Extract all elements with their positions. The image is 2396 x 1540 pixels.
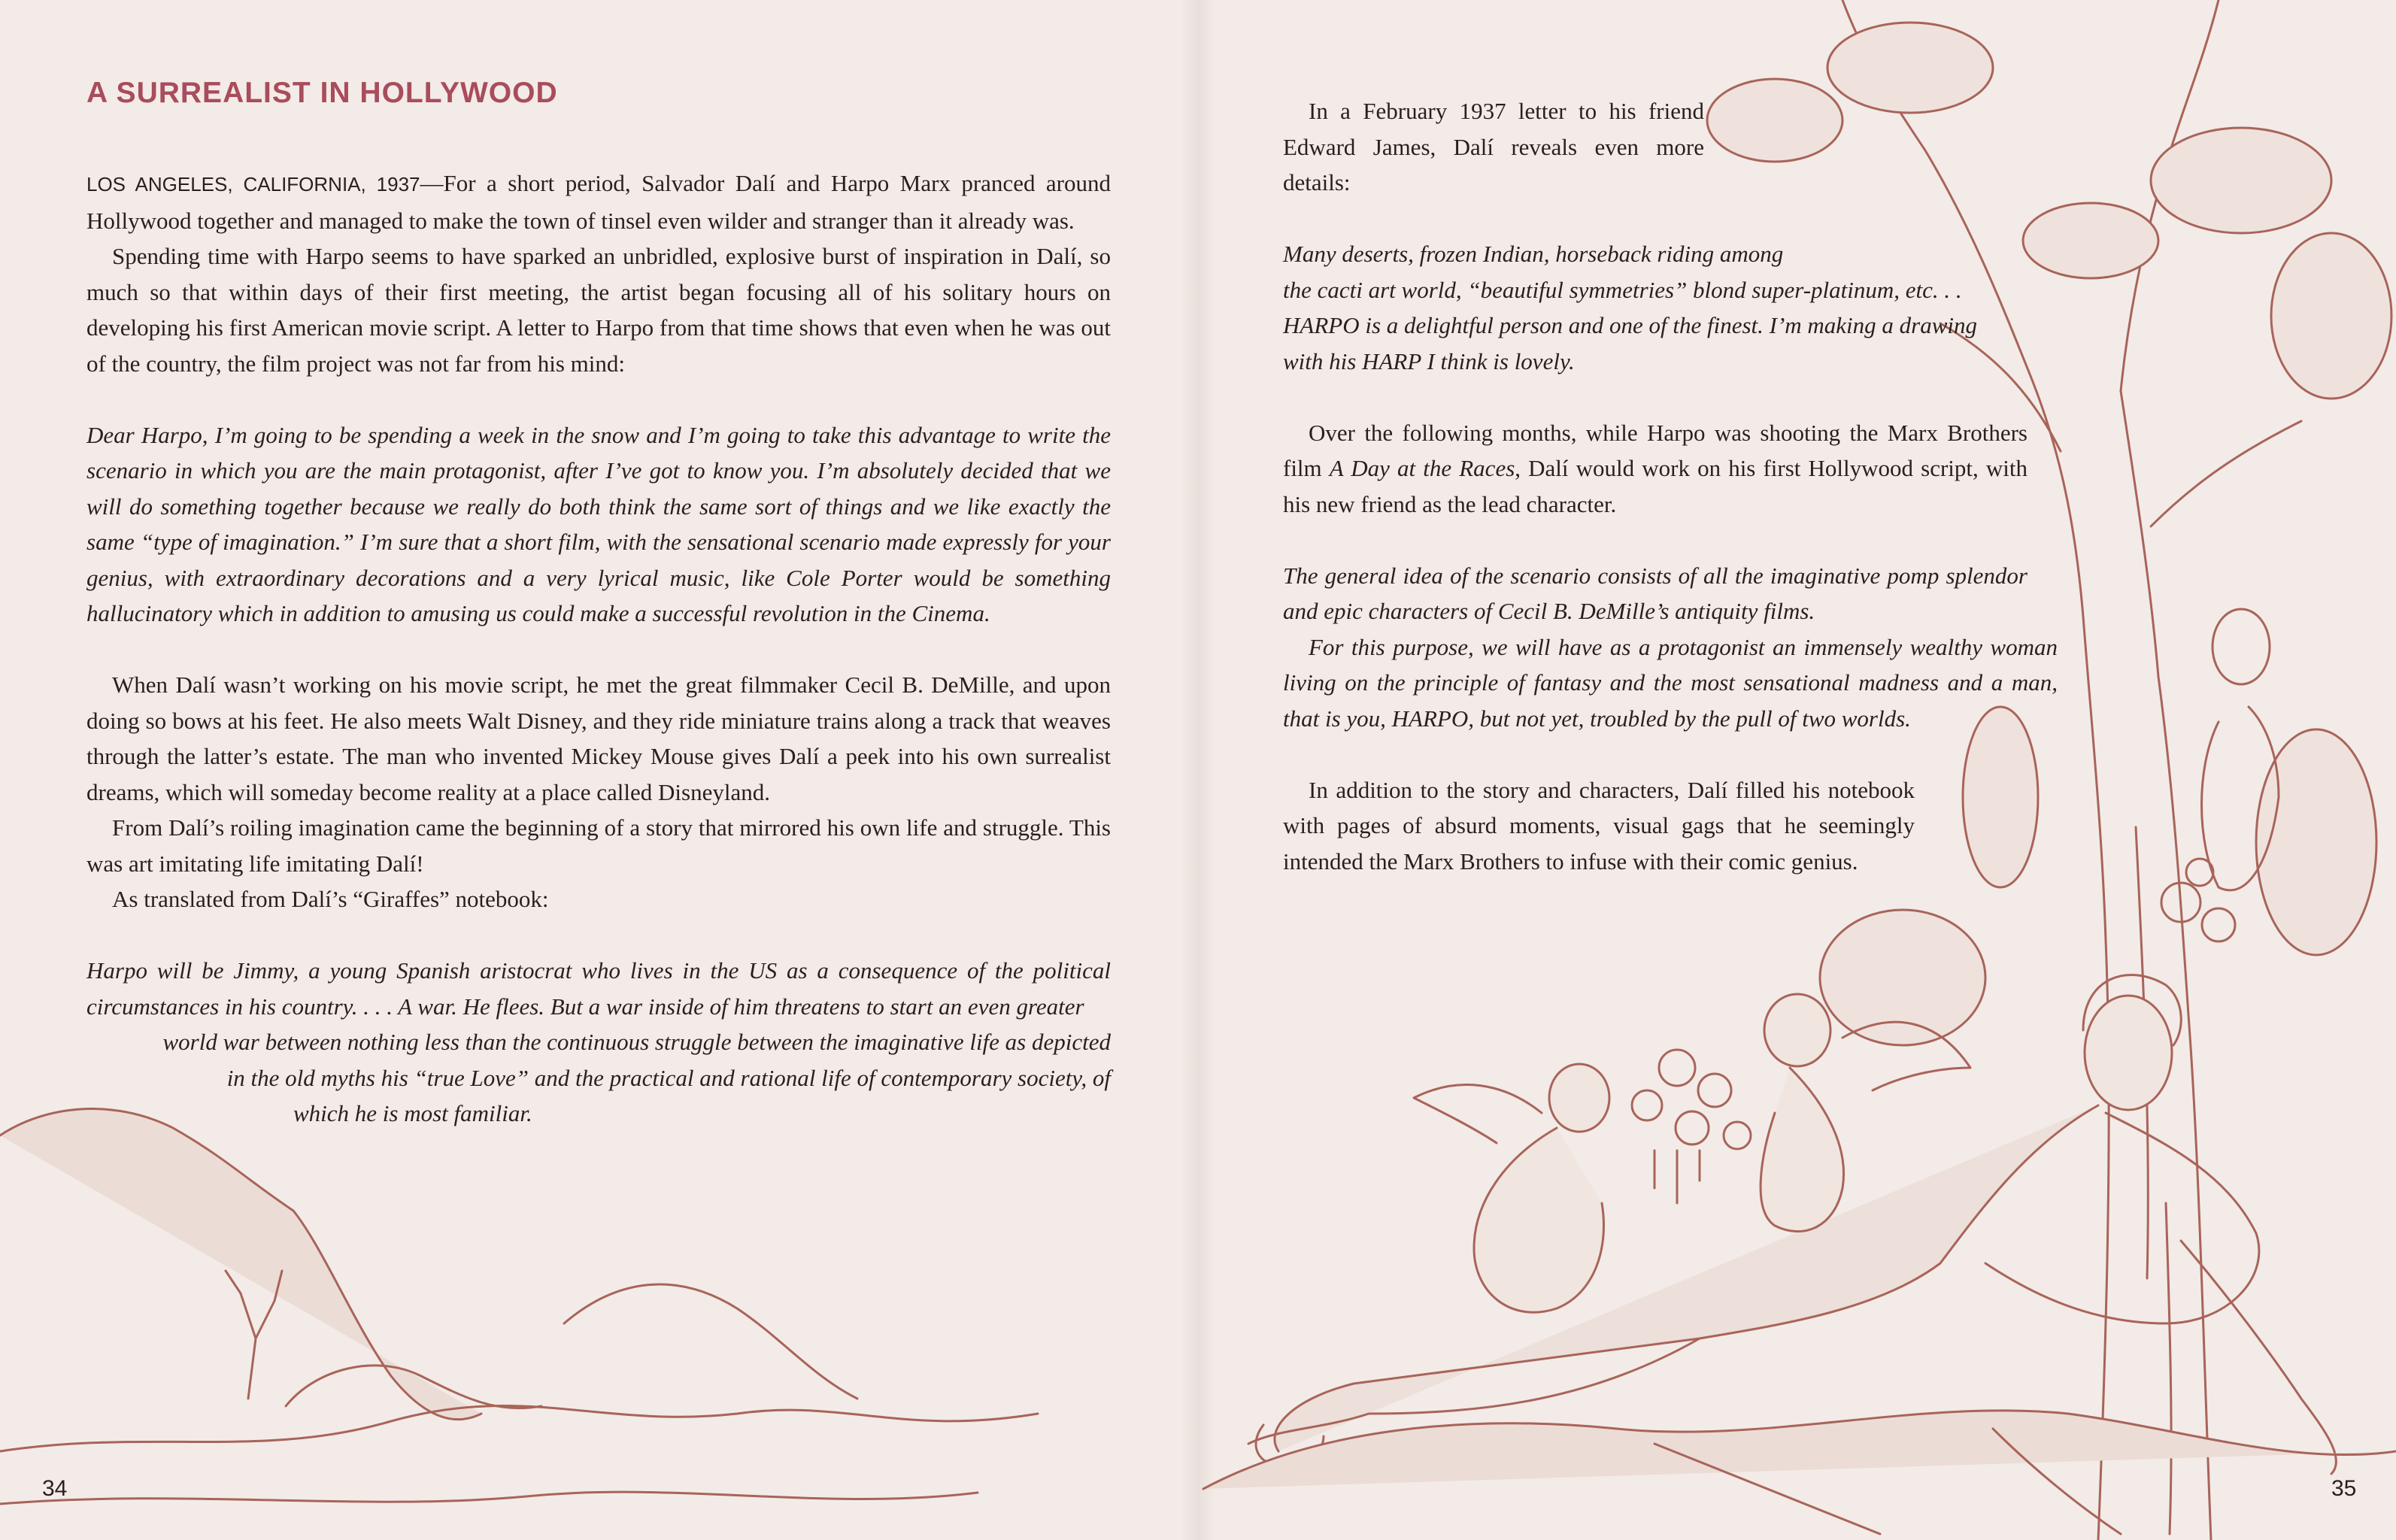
scenario-quote-2: For this purpose, we will have as a protagonist an immensely wealthy woman living on the principle of fantasy and the most sensational madness and a man, that is you, HARPO, but not yet, troubled by the pull of two worlds. [1283,633,2058,732]
foliage-3 [2151,128,2331,233]
hill-mid [564,1284,857,1399]
left-paragraph-1 [86,165,1111,238]
tree-bark-line-2 [2166,1203,2171,1534]
foliage-1 [1707,79,1842,162]
cherub-1-body [1474,1128,1604,1312]
article-title: A SURREALIST IN HOLLYWOOD [86,77,558,109]
drapery [1203,1411,2396,1489]
man-head [2085,996,2172,1110]
rose-1 [1659,1050,1695,1086]
rose-drips [1654,1150,1700,1203]
left-paragraph-2: Spending time with Harpo seems to have sparked an unbridled, explosive burst of inspiration in Dalí, so much so that within days of their first meeting, the artist began focusing all of his solitary hours on developing his first American movie script. A letter to Harpo from that time shows that even when he was out of the country, the film project was not far from his mind: [86,243,1111,377]
page-number-left: 34 [42,1476,68,1501]
film-title: A Day at the Races [1329,455,1515,481]
foliage-4 [2271,233,2391,399]
cherub-1-head [1549,1064,1609,1132]
ej-quote-line-2: the cacti art world, “beautiful symmetries” blond super-platinum, etc. . . [1283,276,1962,303]
man-body [1275,1105,2098,1451]
scenario-quote-1: The general idea of the scenario consists of all the imaginative pomp splendor and epic characters of Cecil B. DeMille’s antiquity films. [1283,562,2028,624]
tree-branch-4 [2151,421,2301,526]
right-paragraph-2-a: Over the following months, while Harpo was shooting the Marx Brothers film [1283,419,2028,481]
ej-quote-line-4: with his HARP I think is lovely. [1283,347,1575,374]
ej-quote-line-1: Many deserts, frozen Indian, horseback riding among [1283,241,1784,267]
rose-4 [1676,1111,1709,1144]
notebook-quote-line-c: in the old myths his “true Love” and the practical and rational life of contemporary society, of [226,1064,1111,1091]
giraffes-notebook-quote [86,953,1111,1132]
trunk-flower-2 [2202,908,2235,941]
ej-quote-line-3: HARPO is a delightful person and one of the finest. I’m making a drawing [1283,312,1978,338]
right-paragraph-3: In addition to the story and characters, Dalí filled his notebook with pages of absurd moments, visual gags that he seemingly intended the Marx Brothers to infuse with their comic genius. [1283,776,1915,875]
left-paragraph-1-text: —For a short period, Salvador Dalí and Harpo Marx pranced around Hollywood together and managed to make the town of tinsel even wilder and stranger than it already was. [86,170,1111,234]
cherub-2-body [1761,1068,1843,1232]
ground-line [0,1406,1038,1451]
right-paragraph-2-b: , Dalí would work on his first Hollywood script, with his new friend as the lead character. [1283,455,2028,517]
trunk-flower-3 [2186,859,2213,886]
notebook-quote-line-d: which he is most familiar. [293,1100,532,1126]
ground-line-2 [0,1492,978,1504]
left-paragraph-4: From Dalí’s roiling imagination came the beginning of a story that mirrored his own life and struggle. This was art imitating life imitating Dalí! [86,814,1111,877]
cherub-2-head [1764,994,1830,1066]
harpo-letter-quote: Dear Harpo, I’m going to be spending a week in the snow and I’m going to take this advantage to write the scenario in which you are the main protagonist, after I’ve got to know you. I’m absolutely decided that we will do something together because we really do both think the same sort of things and we like exactly the same “type of imagination.” I’m sure that a short film, with the sensational scenario made expressly for your genius, with extraordinary decorations and a very lyrical music, like Cole Porter would be something hallucinatory which in addition to amusing us could make a successful revolution in the Cinema. [86,421,1111,626]
page-number-right: 35 [2331,1476,2357,1501]
rose-5 [1724,1122,1751,1149]
left-paragraph-5: As translated from Dalí’s “Giraffes” notebook: [112,886,549,912]
right-paragraph-1: In a February 1937 letter to his friend Edward James, Dalí reveals even more details: [1283,98,1704,196]
trunk-face [2213,609,2270,684]
foliage-2 [1827,23,1993,113]
left-page-column [86,165,1111,1132]
cherub-1-wing [1414,1085,1542,1143]
edward-james-quote [1283,236,2058,379]
hill-left [0,1109,481,1420]
notebook-quote-line-b: world war between nothing less than the continuous struggle between the imaginative life as depicted [162,1029,1111,1055]
tree-trunk-right-edge [2121,391,2211,1540]
notebook-quote-line-a: Harpo will be Jimmy, a young Spanish aristocrat who lives in the US as a consequence of the political circumstances in his country. . . . A war. He flees. But a war inside of him threatens to start an even greater [86,957,1111,1020]
foliage-8 [1820,910,1985,1045]
dateline: LOS ANGELES, CALIFORNIA, 1937 [86,173,420,196]
rose-2 [1698,1074,1731,1107]
right-page-column [1283,93,2058,879]
right-paragraph-2 [1283,415,2028,523]
left-paragraph-3: When Dalí wasn’t working on his movie script, he met the great filmmaker Cecil B. DeMille, and upon doing so bows at his feet. He also meets Walt Disney, and they ride miniature trains along a track that weaves through the latter’s estate. The man who invented Mickey Mouse gives Dalí a peek into his own surrealist dreams, which will someday become reality at a place called Disneyland. [86,671,1111,805]
rose-3 [1632,1090,1662,1120]
foliage-7 [2256,729,2376,955]
tree-trunk-left-edge [2031,376,2109,1540]
